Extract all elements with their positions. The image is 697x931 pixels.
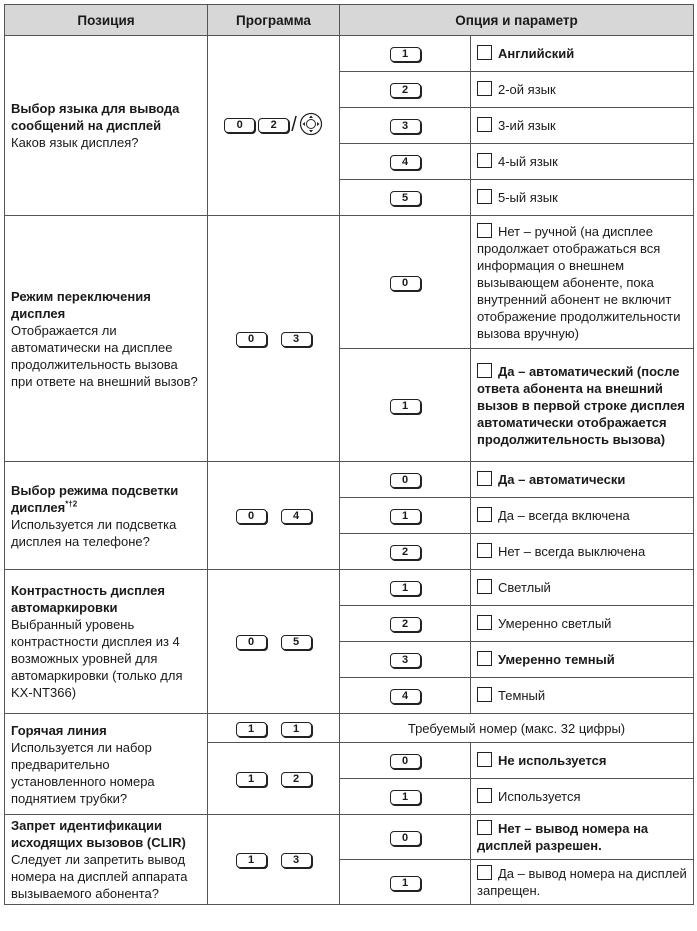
option-key-button: 0 [390, 473, 421, 488]
backlight-title: Выбор режима подсветки дисплея$^{*\dagger 2}$ [11, 482, 179, 515]
contrast-position-cell [5, 570, 208, 714]
checkbox-icon[interactable] [477, 788, 492, 803]
option-label: 5-ый язык [498, 190, 558, 205]
checkbox-icon[interactable] [477, 117, 492, 132]
option-key-button: 1 [390, 509, 421, 524]
checkbox-icon[interactable] [477, 471, 492, 486]
hotline-desc: Используется ли набор предварительно установленного номера поднятием трубки? [11, 739, 155, 806]
option-key-button: 2 [390, 617, 421, 632]
table-row [5, 570, 694, 606]
header-option: Опция и параметр [340, 5, 694, 36]
language-desc: Каков язык дисплея? [11, 135, 139, 150]
display-mode-desc: Отображается ли автоматически на дисплее продолжительность вызова при ответе на внешний вызов? [11, 322, 198, 389]
checkbox-icon[interactable] [477, 189, 492, 204]
header-row [5, 5, 694, 36]
option-key-button: 2 [390, 545, 421, 560]
option-label: Да – автоматический (после ответа абонента на внешний вызов в первой строке дисплея автоматически отображается продолжительность вызова) [477, 363, 685, 447]
checkbox-icon[interactable] [477, 865, 492, 880]
checkbox-icon[interactable] [477, 81, 492, 96]
option-label: Английский [498, 46, 575, 61]
navigator-key-icon [299, 112, 323, 140]
key-button: 1 [236, 772, 267, 787]
option-key-button: 1 [390, 790, 421, 805]
clir-position-cell [5, 815, 208, 905]
key-button: 4 [281, 509, 312, 524]
header-position: Позиция [5, 5, 208, 36]
option-label: Умеренно светлый [498, 616, 612, 631]
key-button: 0 [236, 332, 267, 347]
checkbox-icon[interactable] [477, 687, 492, 702]
language-position-cell [5, 36, 208, 216]
option-label: Нет – вывод номера на дисплей разрешен. [477, 821, 649, 853]
option-label: Темный [498, 688, 546, 703]
language-title: Выбор языка для вывода сообщений на дисплей [11, 101, 180, 133]
backlight-position-cell [5, 462, 208, 570]
hotline-program-cell-a [208, 714, 340, 743]
hotline-position-cell [5, 714, 208, 815]
clir-title: Запрет идентификации исходящих вызовов (CLIR) [11, 818, 186, 850]
hotline-number-cell [340, 714, 694, 743]
option-key-button: 0 [390, 831, 421, 846]
slash-separator: / [291, 114, 297, 136]
key-button: 3 [281, 332, 312, 347]
option-label: Не используется [498, 753, 607, 768]
table-row [5, 216, 694, 349]
option-key-button: 4 [390, 689, 421, 704]
option-key-button: 1 [390, 399, 421, 414]
display-mode-title: Режим переключения дисплея [11, 288, 151, 321]
clir-desc: Следует ли запретить вывод номера на дисплей аппарата вызываемого абонента? [11, 852, 188, 901]
contrast-program-cell [208, 570, 340, 714]
key-button: 1 [236, 853, 267, 868]
clir-program-cell [208, 815, 340, 905]
option-key-button: 0 [390, 754, 421, 769]
option-key-button: 0 [390, 276, 421, 291]
option-label: 2-ой язык [498, 82, 556, 97]
checkbox-icon[interactable] [477, 820, 492, 835]
table-row [5, 462, 694, 498]
option-key-button: 1 [390, 47, 421, 62]
backlight-program-cell [208, 462, 340, 570]
option-label: 4-ый язык [498, 154, 558, 169]
option-label: Да – вывод номера на дисплей запрещен. [477, 866, 687, 898]
contrast-title: Контрастность дисплея автомаркировки [11, 583, 165, 615]
option-key-button: 5 [390, 191, 421, 206]
checkbox-icon[interactable] [477, 752, 492, 767]
option-label: Да – всегда включена [498, 508, 630, 523]
footnote-marker: *†2 [65, 499, 78, 509]
option-key-button: 4 [390, 155, 421, 170]
key-button: 2 [258, 118, 289, 133]
key-button: 0 [224, 118, 255, 133]
header-program: Программа [208, 5, 340, 36]
option-label: Да – автоматически [498, 472, 626, 487]
key-button: 1 [236, 722, 267, 737]
display-mode-program-cell [208, 216, 340, 462]
checkbox-icon[interactable] [477, 507, 492, 522]
checkbox-icon[interactable] [477, 615, 492, 630]
key-button: 5 [281, 635, 312, 650]
hotline-program-cell-b [208, 743, 340, 815]
checkbox-icon[interactable] [477, 579, 492, 594]
checkbox-icon[interactable] [477, 223, 492, 238]
table-row [5, 714, 694, 743]
language-program-cell [208, 36, 340, 216]
checkbox-icon[interactable] [477, 543, 492, 558]
option-key-button: 3 [390, 653, 421, 668]
table-row [5, 815, 694, 860]
option-label: Светлый [498, 580, 551, 595]
option-label: Умеренно темный [498, 652, 615, 667]
checkbox-icon[interactable] [477, 45, 492, 60]
option-key-button: 1 [390, 876, 421, 891]
key-button: 3 [281, 853, 312, 868]
option-key-button: 1 [390, 581, 421, 596]
option-label: 3-ий язык [498, 118, 556, 133]
hotline-title: Горячая линия [11, 722, 107, 738]
checkbox-icon[interactable] [477, 153, 492, 168]
key-button: 0 [236, 635, 267, 650]
option-label: Нет – ручной (на дисплее продолжает отображаться вся информация о внешнем вызывающем абоненте, пока внутренний абонент не включит отображение продолжительности вызова вручную) [477, 223, 681, 341]
key-button: 1 [281, 722, 312, 737]
display-mode-position-cell [5, 216, 208, 462]
backlight-desc: Используется ли подсветка дисплея на телефоне? [11, 516, 177, 549]
option-label: Нет – всегда выключена [498, 544, 646, 559]
settings-table [4, 4, 694, 905]
checkbox-icon[interactable] [477, 363, 492, 378]
table-row [5, 36, 694, 72]
option-key-button: 2 [390, 83, 421, 98]
key-button: 0 [236, 509, 267, 524]
contrast-desc: Выбранный уровень контрастности дисплея из 4 возможных уровней для автомаркировки (только для KX-NT366) [11, 617, 183, 700]
option-key-button: 3 [390, 119, 421, 134]
option-label: Используется [498, 789, 581, 804]
key-button: 2 [281, 772, 312, 787]
hotline-number-text: Требуемый номер (макс. 32 цифры) [407, 720, 626, 736]
checkbox-icon[interactable] [477, 651, 492, 666]
